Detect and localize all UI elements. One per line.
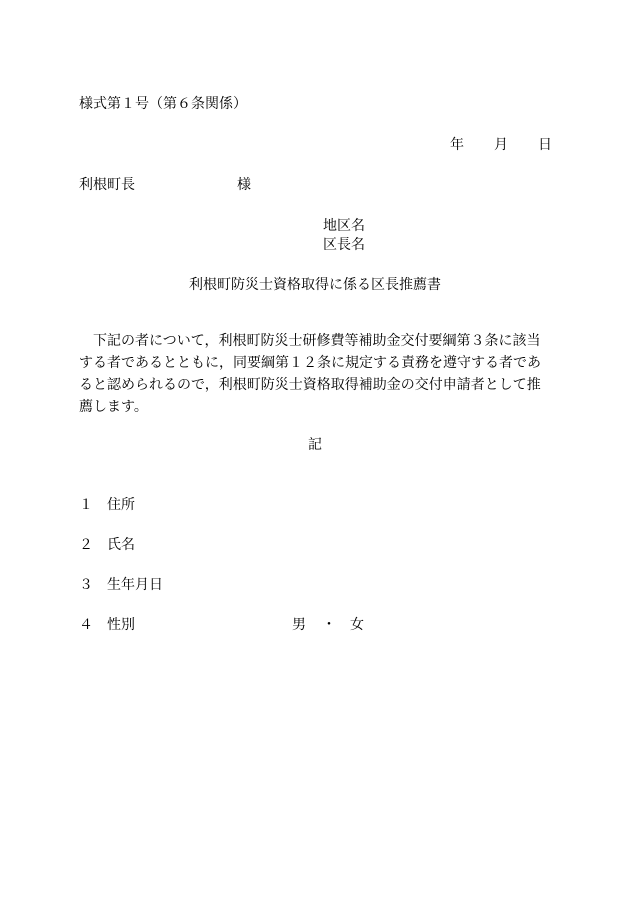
- item-label: 氏名: [107, 537, 135, 553]
- item-label: 生年月日: [107, 577, 163, 593]
- gender-female-option: 女: [350, 617, 364, 633]
- ki-heading: 記: [308, 437, 322, 453]
- form-number: 様式第１号（第６条関係）: [79, 96, 247, 112]
- addressee-suffix: 様: [237, 177, 251, 193]
- date-month-label: 月: [494, 137, 508, 153]
- item-number: １: [79, 497, 93, 513]
- document-body: 下記の者について，利根町防災士研修費等補助金交付要綱第３条に該当する者であるとともに，同要綱第１２条に規定する責務を遵守する者であると認められるので，利根町防災士資格取得補助金の交付申請者として推薦します。: [79, 333, 541, 415]
- item-label: 性別: [107, 617, 135, 633]
- addressee-name: 利根町長: [79, 177, 135, 193]
- item-label: 住所: [107, 497, 135, 513]
- item-number: ４: [79, 617, 93, 633]
- item-number: ３: [79, 577, 93, 593]
- chief-label: 区長名: [323, 237, 365, 253]
- gender-male-option: 男: [292, 617, 306, 633]
- date-day-label: 日: [538, 137, 552, 153]
- document-title: 利根町防災士資格取得に係る区長推薦書: [189, 277, 441, 293]
- item-number: ２: [79, 537, 93, 553]
- district-label: 地区名: [323, 218, 365, 234]
- gender-separator: ・: [322, 617, 336, 633]
- date-year-label: 年: [450, 137, 464, 153]
